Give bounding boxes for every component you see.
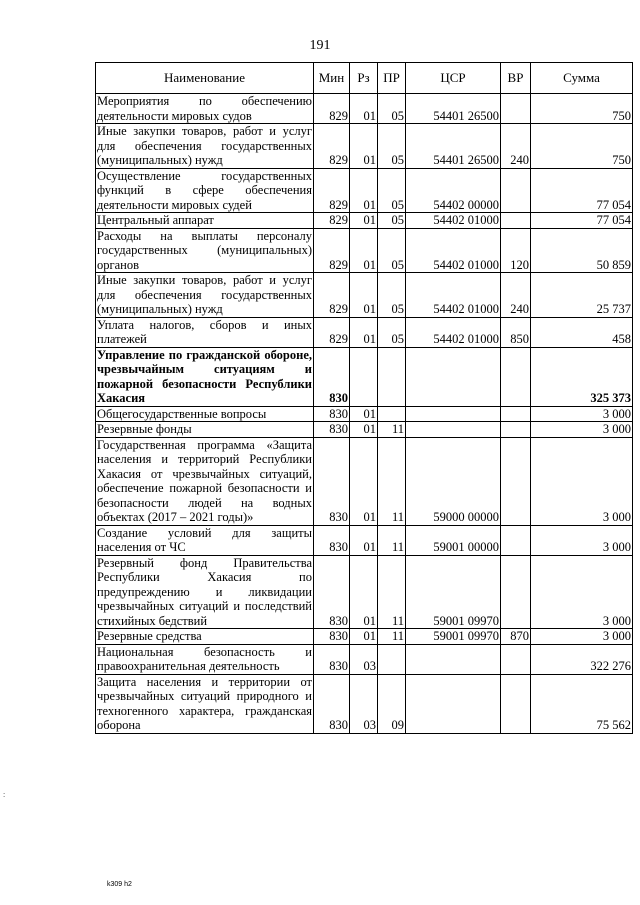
cell-sum: 75 562 [531, 674, 633, 733]
cell-name: Создание условий для защиты населения от ЧС [97, 525, 312, 554]
table-row [96, 124, 633, 169]
table-row [96, 273, 633, 318]
cell-sum: 3 000 [531, 422, 633, 438]
cell-name: Центральный аппарат [96, 213, 314, 229]
cell-csr [406, 644, 501, 674]
cell-min: 830 [314, 555, 350, 629]
cell-rz: 01 [350, 168, 378, 213]
cell-sum: 322 276 [531, 644, 633, 674]
table-row [96, 347, 633, 406]
cell-csr: 59001 09970 [406, 555, 501, 629]
cell-vr [501, 437, 531, 525]
cell-rz: 01 [350, 406, 378, 422]
cell-vr [501, 525, 531, 555]
cell-vr [501, 94, 531, 124]
cell-csr: 59001 09970 [406, 629, 501, 645]
cell-vr [501, 422, 531, 438]
table-row [96, 213, 633, 229]
cell-rz: 01 [350, 213, 378, 229]
cell-pr: 05 [378, 273, 406, 318]
cell-csr [406, 422, 501, 438]
table-row [96, 555, 633, 629]
cell-csr [406, 406, 501, 422]
table-header-row [96, 63, 633, 94]
cell-min: 830 [314, 422, 350, 438]
cell-sum: 50 859 [531, 228, 633, 273]
cell-pr: 05 [378, 94, 406, 124]
cell-min: 830 [314, 525, 350, 555]
header-sum: Сумма [531, 63, 633, 94]
cell-min: 830 [314, 644, 350, 674]
cell-min: 830 [314, 674, 350, 733]
cell-min: 830 [314, 406, 350, 422]
cell-rz: 03 [350, 644, 378, 674]
cell-vr [501, 555, 531, 629]
cell-min: 829 [314, 273, 350, 318]
cell-csr [406, 347, 501, 406]
header-csr: ЦСР [406, 63, 501, 94]
cell-min: 829 [314, 213, 350, 229]
table-row [96, 437, 633, 525]
cell-name: Мероприятия по обеспечению деятельности мировых судов [97, 94, 312, 123]
cell-vr [501, 168, 531, 213]
header-rz: Рз [350, 63, 378, 94]
cell-sum: 750 [531, 94, 633, 124]
cell-name: Резервные средства [96, 629, 314, 645]
cell-pr: 05 [378, 317, 406, 347]
header-min: Мин [314, 63, 350, 94]
cell-sum: 77 054 [531, 168, 633, 213]
cell-rz: 01 [350, 555, 378, 629]
cell-min: 829 [314, 168, 350, 213]
cell-name: Осуществление государственных функций в сфере обеспечения деятельности мировых судей [97, 168, 312, 212]
budget-table [95, 62, 633, 734]
cell-name: Расходы на выплаты персоналу государственных (муниципальных) органов [97, 228, 312, 272]
cell-min: 830 [314, 437, 350, 525]
footer-code: k309 h2 [107, 881, 132, 888]
table-row [96, 629, 633, 645]
cell-min: 830 [314, 629, 350, 645]
cell-vr [501, 644, 531, 674]
cell-rz: 01 [350, 437, 378, 525]
cell-sum: 325 373 [531, 347, 633, 406]
cell-pr: 09 [378, 674, 406, 733]
table-row [96, 94, 633, 124]
cell-vr: 870 [501, 629, 531, 645]
cell-pr: 11 [378, 525, 406, 555]
cell-pr: 11 [378, 629, 406, 645]
margin-marks: : [3, 790, 6, 799]
cell-sum: 3 000 [531, 525, 633, 555]
cell-vr [501, 347, 531, 406]
cell-rz: 01 [350, 525, 378, 555]
header-vr: ВР [501, 63, 531, 94]
cell-pr [378, 644, 406, 674]
cell-pr: 05 [378, 124, 406, 169]
cell-rz: 03 [350, 674, 378, 733]
cell-rz: 01 [350, 273, 378, 318]
cell-vr [501, 674, 531, 733]
cell-name: Резервный фонд Правительства Республики Хакасия по предупреждению и ликвидации чрезвычайных ситуаций и последствий стихийных бедствий [97, 555, 312, 628]
cell-vr [501, 406, 531, 422]
cell-csr [406, 674, 501, 733]
table-row [96, 422, 633, 438]
table-body [96, 94, 633, 734]
cell-name: Уплата налогов, сборов и иных платежей [97, 317, 312, 346]
table-row [96, 644, 633, 674]
cell-name: Государственная программа «Защита населения и территорий Республики Хакасия от чрезвычайных ситуаций, обеспечение пожарной безопасности и безопасности людей на водных объектах (2017 – 2021 годы)» [97, 437, 312, 524]
cell-name: Защита населения и территории от чрезвычайных ситуаций природного и техногенного характера, гражданская оборона [97, 674, 312, 732]
cell-sum: 3 000 [531, 437, 633, 525]
cell-pr: 11 [378, 437, 406, 525]
cell-csr: 54401 26500 [406, 94, 501, 124]
cell-rz: 01 [350, 422, 378, 438]
cell-rz [350, 347, 378, 406]
cell-name: Иные закупки товаров, работ и услуг для обеспечения государственных (муниципальных) нужд [97, 273, 312, 316]
cell-min: 829 [314, 94, 350, 124]
cell-min: 829 [314, 317, 350, 347]
cell-name: Иные закупки товаров, работ и услуг для обеспечения государственных (муниципальных) нужд [97, 124, 312, 167]
cell-csr: 54402 01000 [406, 273, 501, 318]
cell-rz: 01 [350, 228, 378, 273]
table-row [96, 674, 633, 733]
page-number: 191 [309, 38, 331, 53]
table-row [96, 317, 633, 347]
cell-sum: 750 [531, 124, 633, 169]
cell-vr: 240 [501, 124, 531, 169]
cell-sum: 25 737 [531, 273, 633, 318]
cell-sum: 3 000 [531, 629, 633, 645]
cell-min: 829 [314, 124, 350, 169]
cell-vr [501, 213, 531, 229]
cell-pr: 05 [378, 228, 406, 273]
cell-name: Общегосударственные вопросы [96, 406, 314, 422]
cell-sum: 458 [531, 317, 633, 347]
table-row [96, 406, 633, 422]
cell-csr: 54402 00000 [406, 168, 501, 213]
cell-name: Резервные фонды [96, 422, 314, 438]
cell-pr [378, 347, 406, 406]
cell-pr: 11 [378, 422, 406, 438]
cell-rz: 01 [350, 124, 378, 169]
table-row [96, 525, 633, 555]
cell-pr [378, 406, 406, 422]
cell-name: Национальная безопасность и правоохранительная деятельность [97, 644, 312, 673]
cell-pr: 05 [378, 213, 406, 229]
cell-sum: 77 054 [531, 213, 633, 229]
cell-min: 829 [314, 228, 350, 273]
header-name: Наименование [96, 63, 314, 94]
cell-name: Управление по гражданской обороне, чрезвычайным ситуациям и пожарной безопасности Республики Хакасия [97, 347, 312, 405]
table-row [96, 168, 633, 213]
cell-csr: 59000 00000 [406, 437, 501, 525]
cell-csr: 54402 01000 [406, 317, 501, 347]
header-pr: ПР [378, 63, 406, 94]
cell-csr: 54402 01000 [406, 213, 501, 229]
cell-sum: 3 000 [531, 555, 633, 629]
cell-pr: 05 [378, 168, 406, 213]
cell-sum: 3 000 [531, 406, 633, 422]
cell-pr: 11 [378, 555, 406, 629]
cell-vr: 850 [501, 317, 531, 347]
cell-min: 830 [314, 347, 350, 406]
cell-vr: 120 [501, 228, 531, 273]
table-row [96, 228, 633, 273]
cell-rz: 01 [350, 317, 378, 347]
cell-rz: 01 [350, 629, 378, 645]
cell-rz: 01 [350, 94, 378, 124]
cell-csr: 59001 00000 [406, 525, 501, 555]
cell-csr: 54401 26500 [406, 124, 501, 169]
cell-csr: 54402 01000 [406, 228, 501, 273]
cell-vr: 240 [501, 273, 531, 318]
